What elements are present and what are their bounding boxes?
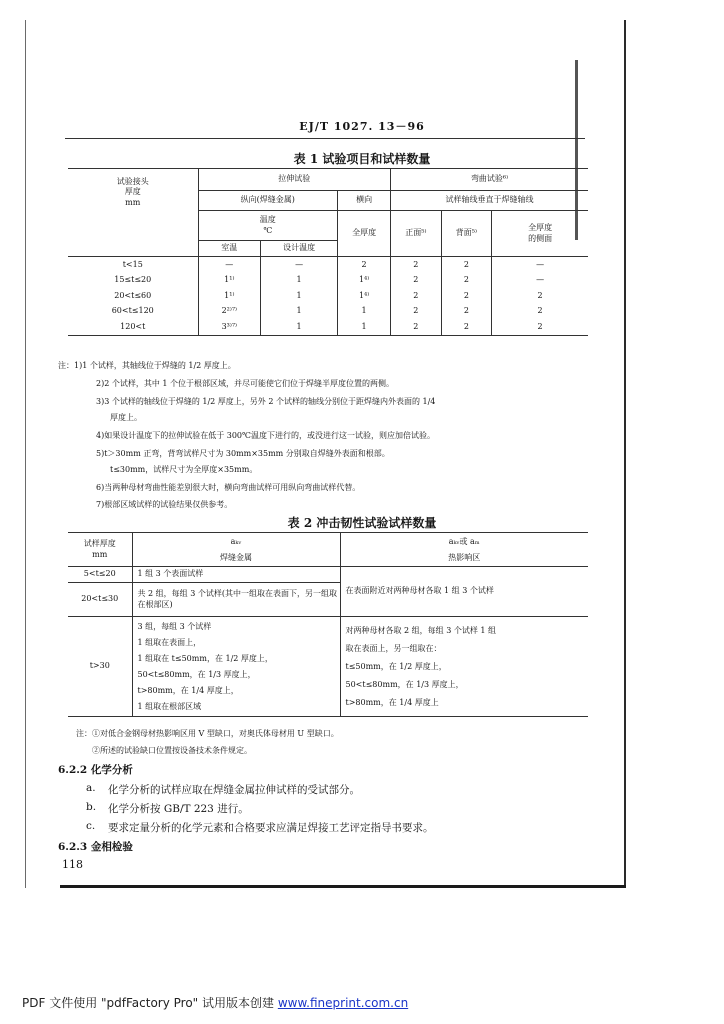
table-row xyxy=(68,304,588,320)
page-number: 118 xyxy=(62,858,83,871)
table2-line: t≤50mm，在 1/2 厚度上， xyxy=(345,661,447,671)
table1-header-back: 背面⁵⁾ xyxy=(441,211,492,257)
table1-cell: — xyxy=(492,257,588,273)
table-row xyxy=(68,288,588,304)
table2-header-weld-symbol: aₖᵥ xyxy=(132,533,340,551)
table2-line: 3 组，每组 3 个试样 xyxy=(137,621,212,631)
footer-text: PDF 文件使用 "pdfFactory Pro" 试用版本创建 xyxy=(22,996,278,1010)
table1-cell: 2 xyxy=(391,257,442,273)
table1-note-1: 注：1)1 个试样，其轴线位于焊缝的 1/2 厚度上。 xyxy=(58,361,236,370)
list-item: 化学分析的试样应取在焊缝金属拉伸试样的受试部分。 xyxy=(108,784,360,796)
standard-number: EJ/T 1027. 13－96 xyxy=(299,120,425,133)
table1-cell: 2 xyxy=(441,319,492,335)
table2-line: 1 组取在根部区域 xyxy=(137,701,202,711)
table2-line: 取在表面上，另一组取在： xyxy=(345,643,442,653)
table2-cell: 在表面附近对两种母材各取 1 组 3 个试样 xyxy=(340,567,588,617)
table1-header-longitudinal: 纵向(焊缝金属) xyxy=(198,191,338,211)
table1-note-5: 5)t＞30mm 正弯，背弯试样尺寸为 30mm×35mm 分别取自焊缝外表面和根部。 xyxy=(96,449,390,458)
table1-cell: 1⁴⁾ xyxy=(338,273,391,289)
table1-cell: 1⁴⁾ xyxy=(338,288,391,304)
list-item-marker: c. xyxy=(86,820,96,832)
table2-impact-tests xyxy=(68,532,588,717)
table1-cell: 15≤t≤20 xyxy=(68,273,198,289)
table1-cell: 2 xyxy=(441,273,492,289)
table1-cell: 2²⁾⁷⁾ xyxy=(198,304,261,320)
table1-header-design-temp: 设计温度 xyxy=(261,241,338,257)
table2-cell: t>30 xyxy=(68,617,132,717)
table1-cell: 20<t≤60 xyxy=(68,288,198,304)
table1-note-5-cont: t≤30mm，试样尺寸为全厚度×35mm。 xyxy=(110,465,258,474)
page-border-bottom xyxy=(60,885,626,888)
pdf-footer xyxy=(22,994,408,1011)
header-rule xyxy=(65,138,585,139)
table1-cell: t<15 xyxy=(68,257,198,273)
table1-note-4: 4)如果设计温度下的拉伸试验在低于 300℃温度下进行的，或没进行这一试验，则应加倍试验。 xyxy=(96,431,435,440)
table-row xyxy=(68,319,588,335)
table2-cell: 20<t≤30 xyxy=(68,583,132,617)
table-row xyxy=(68,273,588,289)
table1-header-transverse: 横向 xyxy=(338,191,391,211)
table1-test-items xyxy=(68,168,588,336)
table1-cell: 2 xyxy=(441,288,492,304)
table2-cell xyxy=(340,617,588,717)
table1-cell: 1 xyxy=(338,304,391,320)
table1-header-thickness: 试验接头 厚度 mm xyxy=(68,169,198,257)
table2-line: 对两种母材各取 2 组，每组 3 个试样 1 组 xyxy=(345,625,497,635)
table-row xyxy=(68,567,588,583)
table2-caption: 表 2 冲击韧性试验试样数量 xyxy=(287,516,437,530)
table2-cell xyxy=(132,617,340,717)
table1-header-full-thickness: 全厚度 xyxy=(338,211,391,257)
list-item-marker: b. xyxy=(86,801,97,813)
list-item-marker: a. xyxy=(86,782,96,794)
table2-line: 50<t≤80mm，在 1/3 厚度上， xyxy=(137,669,256,679)
table1-header-tensile: 拉伸试验 xyxy=(198,169,391,191)
table1-cell: 2 xyxy=(338,257,391,273)
list-item: 要求定量分析的化学元素和合格要求应满足焊接工艺评定指导书要求。 xyxy=(108,822,434,834)
table1-cell: 2 xyxy=(492,319,588,335)
section-6-2-2-title: 6.2.2 化学分析 xyxy=(58,764,133,776)
table1-cell: 3³⁾⁷⁾ xyxy=(198,319,261,335)
table2-line: t>80mm，在 1/4 厚度上 xyxy=(345,697,439,707)
table1-header-temperature: 温度 ℃ xyxy=(198,211,338,241)
table1-cell: — xyxy=(198,257,261,273)
table1-note-3: 3)3 个试样的轴线位于焊缝的 1/2 厚度上，另外 2 个试样的轴线分别位于距焊缝内外表面的 1/4 xyxy=(96,397,436,406)
table-row xyxy=(68,617,588,717)
table1-cell: 2 xyxy=(492,288,588,304)
table2-header-haz-symbol: aₖᵥ或 aₘ xyxy=(340,533,588,551)
table1-cell: 2 xyxy=(391,319,442,335)
table2-cell: 5<t≤20 xyxy=(68,567,132,583)
table2-note-2: ②所述的试验缺口位置按设备技术条件规定。 xyxy=(92,746,252,755)
table1-header-bend: 弯曲试验⁶⁾ xyxy=(391,169,588,191)
table2-line: 50<t≤80mm，在 1/3 厚度上， xyxy=(345,679,464,689)
table1-cell: 2 xyxy=(441,304,492,320)
table1-note-6: 6)当两种母材弯曲性能差别很大时，横向弯曲试样可用纵向弯曲试样代替。 xyxy=(96,483,361,492)
table1-cell: 2 xyxy=(391,288,442,304)
table1-cell: 120<t xyxy=(68,319,198,335)
table2-header-weld: 焊缝金属 xyxy=(132,551,340,567)
table1-note-3-cont: 厚度上。 xyxy=(110,413,142,422)
table1-cell: 2 xyxy=(441,257,492,273)
table1-header-side: 全厚度 的侧面 xyxy=(492,211,588,257)
table1-header-face: 正面⁵⁾ xyxy=(391,211,442,257)
section-6-2-3-title: 6.2.3 金相检验 xyxy=(58,841,133,853)
table1-cell: 2 xyxy=(391,304,442,320)
table1-cell: 1 xyxy=(338,319,391,335)
footer-link[interactable]: www.fineprint.com.cn xyxy=(277,996,409,1010)
table-row xyxy=(68,257,588,273)
table1-cell: 1¹⁾ xyxy=(198,273,261,289)
list-item: 化学分析按 GB/T 223 进行。 xyxy=(108,803,249,815)
table1-cell: 1 xyxy=(261,319,338,335)
table1-cell: 1 xyxy=(261,288,338,304)
table2-line: 1 组取在表面上， xyxy=(137,637,202,647)
table1-cell: — xyxy=(492,273,588,289)
table1-cell: 1 xyxy=(261,273,338,289)
table2-line: 1 组取在 t≤50mm，在 1/2 厚度上， xyxy=(137,653,273,663)
table2-cell: 1 组 3 个表面试样 xyxy=(132,567,340,583)
table1-cell: 2 xyxy=(492,304,588,320)
table1-header-axis: 试样轴线垂直于焊缝轴线 xyxy=(391,191,588,211)
table1-header-room-temp: 室温 xyxy=(198,241,261,257)
table1-cell: 1 xyxy=(261,304,338,320)
table1-cell: 60<t≤120 xyxy=(68,304,198,320)
table1-cell: — xyxy=(261,257,338,273)
table1-note-2: 2)2 个试样，其中 1 个位于根部区域，并尽可能使它们位于焊缝半厚度位置的两侧。 xyxy=(96,379,395,388)
table1-cell: 2 xyxy=(391,273,442,289)
table1-cell: 1¹⁾ xyxy=(198,288,261,304)
table1-caption: 表 1 试验项目和试样数量 xyxy=(293,152,431,166)
table2-header-haz: 热影响区 xyxy=(340,551,588,567)
table1-note-7: 7)根部区域试样的试验结果仅供参考。 xyxy=(96,500,233,509)
table2-header-thickness: 试样厚度 mm xyxy=(68,533,132,567)
table2-cell: 共 2 组，每组 3 个试样(其中一组取在表面下，另一组取在根部区) xyxy=(132,583,340,617)
table2-line: t>80mm，在 1/4 厚度上， xyxy=(137,685,239,695)
table2-note-1: 注：①对低合金钢母材热影响区用 V 型缺口，对奥氏体母材用 U 型缺口。 xyxy=(76,729,339,738)
